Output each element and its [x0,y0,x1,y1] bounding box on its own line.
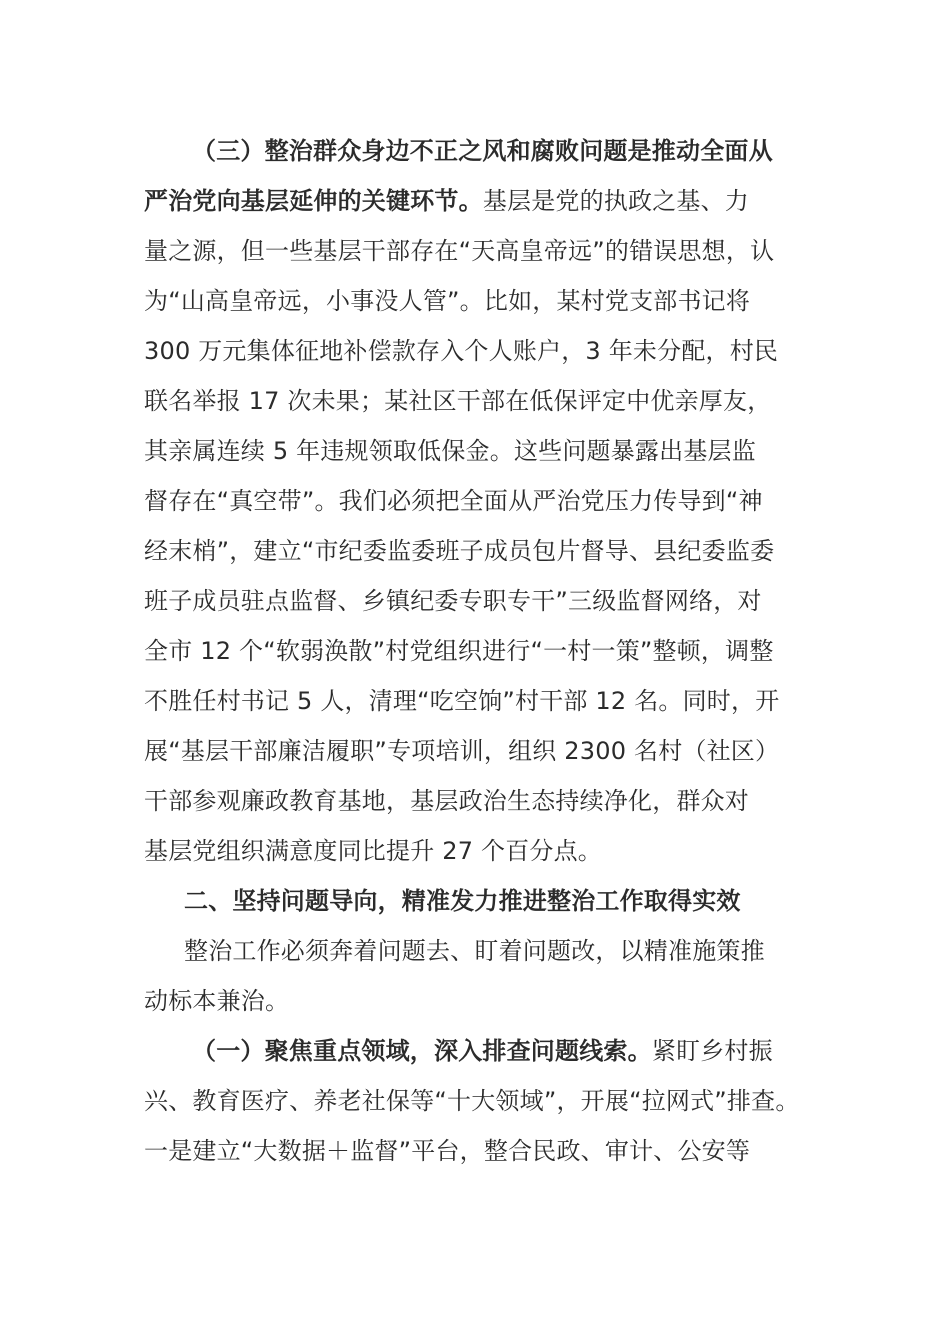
section-heading: （三）整治群众身边不正之风和腐败问题是推动全面从 [192,137,773,165]
paragraph-line [144,926,810,976]
body-text: 全市 12 个“软弱涣散”村党组织进行“一村一策”整顿，调整 [144,637,774,665]
body-text: 300 万元集体征地补偿款存入个人账户，3 年未分配，村民 [144,337,779,365]
paragraph-line [144,1076,810,1126]
paragraph-line [144,826,810,876]
body-text: 基层党组织满意度同比提升 27 个百分点。 [144,837,602,865]
document-body [144,126,810,1176]
paragraph-line [144,226,810,276]
body-text: 为“山高皇帝远，小事没人管”。比如，某村党支部书记将 [144,287,751,315]
body-text: 不胜任村书记 5 人，清理“吃空饷”村干部 12 名。同时，开 [144,687,780,715]
paragraph-line [144,426,810,476]
body-text: 督存在“真空带”。我们必须把全面从严治党压力传导到“神 [144,487,763,515]
body-text: 基层是党的执政之基、力 [482,187,750,215]
paragraph-line [144,776,810,826]
paragraph-line [144,1026,810,1076]
body-text: 经末梢”，建立“市纪委监委班子成员包片督导、县纪委监委 [144,537,775,565]
body-text: 其亲属连续 5 年违规领取低保金。这些问题暴露出基层监 [144,437,756,465]
body-text: 整治工作必须奔着问题去、盯着问题改，以精准施策推 [184,937,765,965]
paragraph-line [144,376,810,426]
body-text: 动标本兼治。 [144,987,290,1015]
section-heading: 严治党向基层延伸的关键环节。 [144,187,483,215]
paragraph-line [144,976,810,1026]
body-text: 班子成员驻点监督、乡镇纪委专职专干”三级监督网络，对 [144,587,762,615]
paragraph-line [144,526,810,576]
chapter-heading: 二、坚持问题导向，精准发力推进整治工作取得实效 [184,887,741,915]
body-text: 紧盯乡村振 [651,1037,773,1065]
paragraph-line [144,326,810,376]
paragraph-line [144,476,810,526]
body-text: 兴、教育医疗、养老社保等“十大领域”，开展“拉网式”排查。 [144,1087,800,1115]
paragraph-line [144,276,810,326]
body-text: 展“基层干部廉洁履职”专项培训，组织 2300 名村（社区） [144,737,780,765]
chapter-heading-line [144,876,810,926]
paragraph-line [144,1126,810,1176]
section-heading: （一）聚焦重点领域，深入排查问题线索。 [192,1037,652,1065]
paragraph-line [144,126,810,176]
paragraph-line [144,576,810,626]
body-text: 联名举报 17 次未果；某社区干部在低保评定中优亲厚友， [144,387,772,415]
body-text: 干部参观廉政教育基地，基层政治生态持续净化，群众对 [144,787,749,815]
paragraph-line [144,676,810,726]
paragraph-line [144,176,810,226]
body-text: 量之源，但一些基层干部存在“天高皇帝远”的错误思想，认 [144,237,775,265]
paragraph-line [144,626,810,676]
body-text: 一是建立“大数据＋监督”平台，整合民政、审计、公安等 [144,1137,751,1165]
paragraph-line [144,726,810,776]
